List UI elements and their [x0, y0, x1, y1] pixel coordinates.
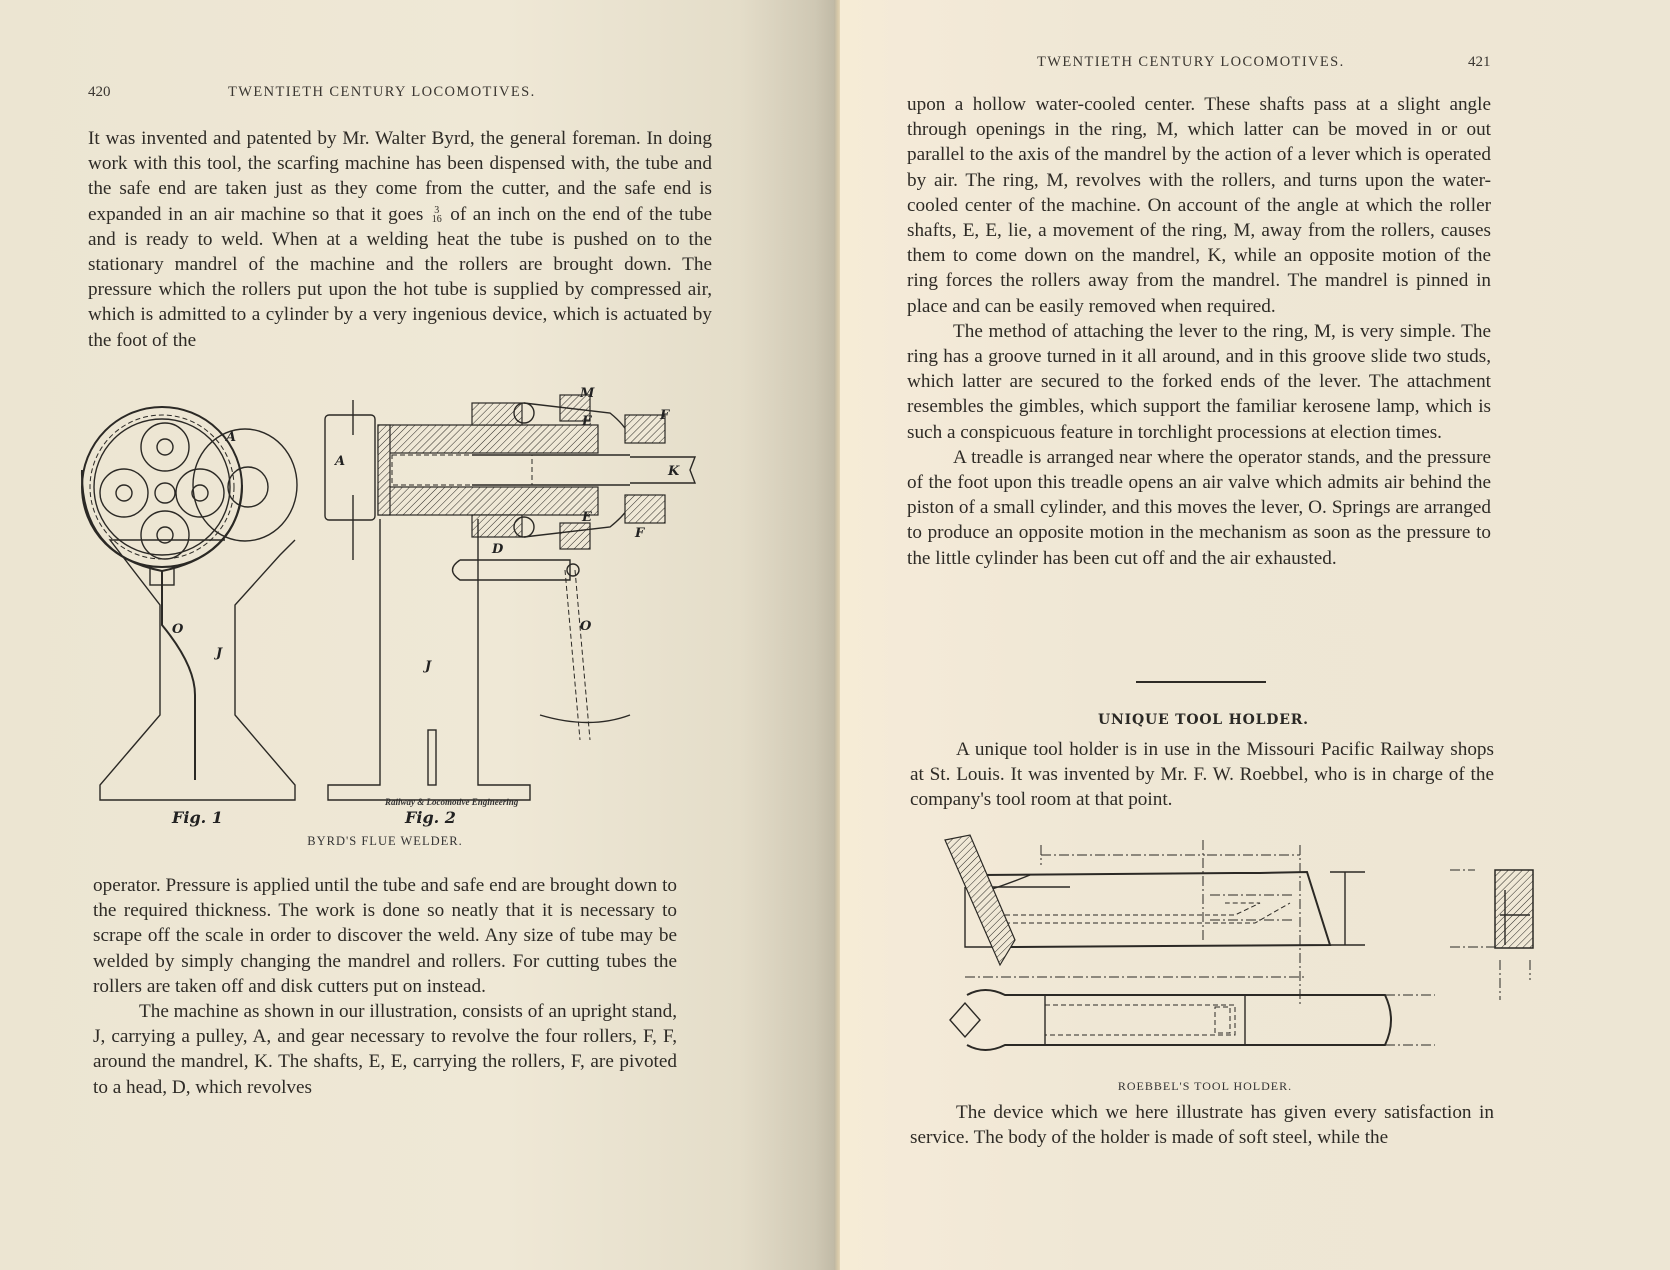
svg-text:E: E — [582, 414, 592, 429]
fraction — [432, 206, 442, 224]
svg-text:J: J — [216, 646, 223, 661]
svg-text:A: A — [226, 430, 237, 445]
figure-caption-left: BYRD'S FLUE WELDER. — [307, 834, 463, 848]
tool-holder-illustration — [945, 825, 1565, 1075]
svg-text:O: O — [580, 619, 592, 634]
paragraph: A unique tool holder is in use in the Missouri Pacific Railway shops at St. Louis. It was invented by Mr. F. W. Roebbel, who is in charge of the company's tool room at that point. — [910, 739, 1494, 811]
paragraph: A treadle is arranged near where the operator stands, and the pressure of the foot upon this treadle opens an air valve which admits air behind the piston of a small cylinder, and this moves the lever, O. Springs are arranged to produce an opposite motion in the mechanism as soon as the pressure to the little cylinder has been cut off and the air exhausted. — [907, 446, 1491, 569]
running-head-left: TWENTIETH CENTURY LOCOMOTIVES. — [228, 84, 536, 100]
svg-text:J: J — [425, 659, 432, 674]
svg-text:E: E — [582, 510, 592, 525]
svg-text:F: F — [635, 526, 645, 541]
section-divider — [1136, 681, 1266, 683]
fig2-label: Fig. 2 — [405, 808, 456, 827]
fraction-denominator: 16 — [431, 214, 442, 226]
paragraph: upon a hollow water-cooled center. These shafts pass at a slight angle through openings in the ring, M, which latter can be moved in or out parallel to the axis of the mandrel by the action of a lever which is operated by air. The ring, M, revolves with the rollers, and turns upon the water-cooled center of the machine. On account of the angle at which the roller shafts, E, E, lie, a movement of the ring, M, away from the rollers, causes them to come down on the mandrel, K, while an opposite motion of the ring forces the rollers away from the mandrel. The mandrel is pinned in place and can be easily removed when required. — [907, 94, 1491, 317]
svg-text:F: F — [660, 408, 670, 423]
fraction-numerator: 3 — [434, 205, 440, 217]
svg-text:O: O — [172, 622, 184, 637]
paragraph: operator. Pressure is applied until the tube and safe end are brought down to the required thickness. The work is done so neatly that it is necessary to scrape off the scale in order to discover the weld. Any size of tube may be welded by simply changing the mandrel and rollers. For cutting tubes the rollers are taken off and disk cutters put on instead. — [93, 875, 677, 997]
page-number-left: 420 — [88, 84, 111, 100]
right-text-bottom — [910, 1100, 1494, 1150]
svg-text:A: A — [335, 454, 346, 469]
flue-welder-illustration — [70, 386, 750, 855]
paragraph: The device which we here illustrate has given every satisfaction in service. The body of the holder is made of soft steel, while the — [910, 1102, 1494, 1149]
running-head-right: TWENTIETH CENTURY LOCOMOTIVES. — [1037, 54, 1345, 70]
paragraph: The machine as shown in our illustration, consists of an upright stand, J, carrying a pulley, A, and gear necessary to revolve the four rollers, F, F, around the mandrel, K. The shafts, E, E, carrying the rollers, F, are pivoted to a head, D, which revolves — [93, 1001, 677, 1098]
svg-text:D: D — [492, 542, 504, 557]
left-text-top — [88, 126, 712, 353]
text-run: It was invented and patented by Mr. Walter Byrd, the general foreman. In doing work with this tool, the scarfing machine has been dispensed with, the tube and the safe end are taken just as they come from the cutter, and the safe end is expanded in an air machine so that it goes — [88, 128, 712, 225]
right-text-top — [907, 92, 1491, 571]
right-text-middle — [910, 737, 1494, 813]
left-text-bottom — [93, 873, 677, 1100]
figure-credit: Railway & Locomotive Engineering — [385, 797, 519, 807]
figure-caption-right: ROEBBEL'S TOOL HOLDER. — [1117, 1079, 1293, 1093]
text-run: of an inch on the end of the tube and is ready to weld. When at a welding heat the tube is pushed on to the stationary mandrel of the machine and the rollers are brought down. The pressure which the rollers put upon the hot tube is supplied by compressed air, which is admitted to a cylinder by a very ingenious device, which is actuated by the foot of the — [88, 203, 713, 351]
svg-text:M: M — [580, 386, 595, 401]
paragraph: The method of attaching the lever to the ring, M, is very simple. The ring has a groove turned in it all around, and in this groove slide two studs, which latter are secured to the forked ends of the lever. The attachment resembles the gimbles, which support the familiar kerosene lamp, which is such a conspicuous feature in torchlight processions at election times. — [907, 320, 1491, 443]
fig1-label: Fig. 1 — [172, 808, 223, 827]
page-number-right: 421 — [1468, 54, 1491, 70]
paragraph — [88, 126, 712, 353]
svg-text:K: K — [668, 464, 680, 479]
right-page — [840, 0, 1670, 1270]
section-heading: UNIQUE TOOL HOLDER. — [1098, 712, 1309, 728]
